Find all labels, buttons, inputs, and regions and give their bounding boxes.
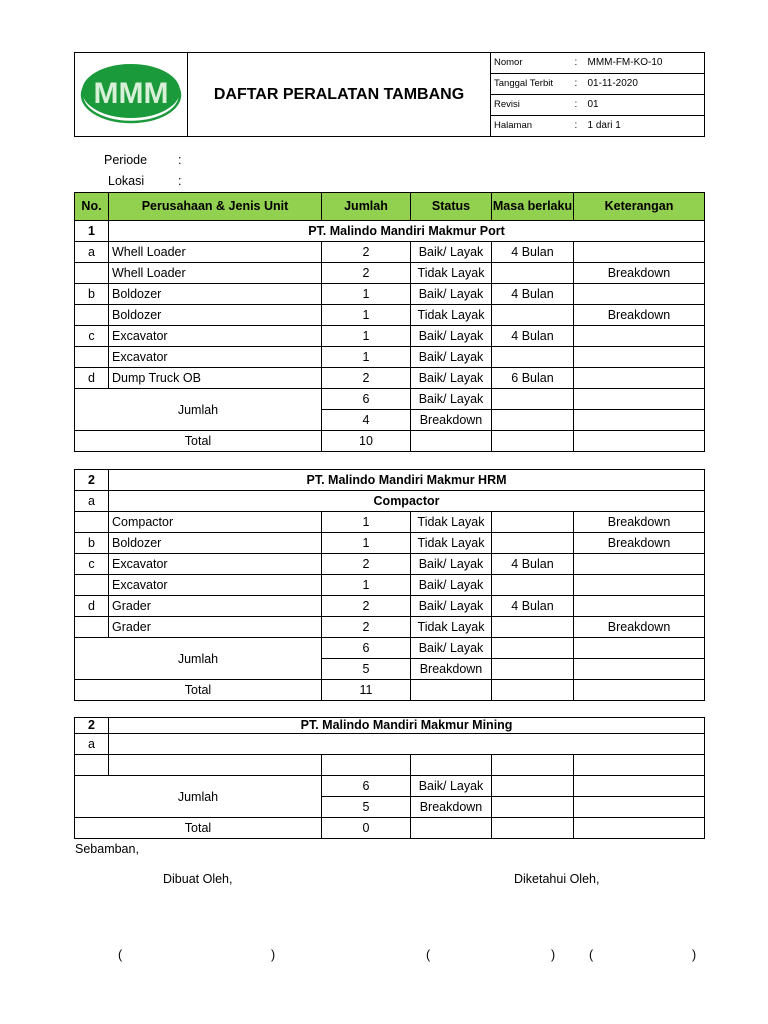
col-header-masa: Masa berlaku xyxy=(492,193,574,221)
meta-value-halaman: 1 dari 1 xyxy=(585,116,705,137)
total-value: 10 xyxy=(322,431,411,452)
unit-jumlah: 1 xyxy=(322,512,411,533)
status-baik: Baik/ Layak xyxy=(411,776,492,797)
summary-row xyxy=(75,389,705,410)
unit-keterangan xyxy=(574,368,705,389)
row-no: b xyxy=(75,284,109,305)
table-row xyxy=(75,575,705,596)
company-row xyxy=(75,221,705,242)
unit-jumlah: 1 xyxy=(322,305,411,326)
jumlah-label: Jumlah xyxy=(75,638,322,680)
row-no: c xyxy=(75,554,109,575)
signature-close-paren: ) xyxy=(271,948,276,962)
unit-jumlah: 1 xyxy=(322,575,411,596)
lokasi-colon: : xyxy=(178,174,182,188)
total-value: 11 xyxy=(322,680,411,701)
col-header-status: Status xyxy=(411,193,492,221)
table-row xyxy=(75,617,705,638)
row-no: d xyxy=(75,596,109,617)
unit-status: Tidak Layak xyxy=(411,305,492,326)
company-name: PT. Malindo Mandiri Makmur Port xyxy=(109,221,705,242)
unit-name: Excavator xyxy=(109,575,322,596)
unit-masa: 4 Bulan xyxy=(492,596,574,617)
total-value: 0 xyxy=(322,818,411,839)
col-header-jumlah: Jumlah xyxy=(322,193,411,221)
jumlah-breakdown: 4 xyxy=(322,410,411,431)
unit-keterangan: Breakdown xyxy=(574,617,705,638)
unit-jumlah: 2 xyxy=(322,617,411,638)
row-no xyxy=(75,617,109,638)
unit-keterangan xyxy=(574,326,705,347)
unit-jumlah: 2 xyxy=(322,242,411,263)
unit-jumlah: 1 xyxy=(322,284,411,305)
unit-status: Baik/ Layak xyxy=(411,242,492,263)
unit-jumlah: 2 xyxy=(322,263,411,284)
unit-jumlah: 2 xyxy=(322,596,411,617)
unit-name: Excavator xyxy=(109,347,322,368)
unit-keterangan: Breakdown xyxy=(574,512,705,533)
row-no: d xyxy=(75,368,109,389)
unit-jumlah: 1 xyxy=(322,326,411,347)
unit-name: Whell Loader xyxy=(109,242,322,263)
equipment-table-hrm xyxy=(74,469,705,701)
unit-keterangan xyxy=(574,575,705,596)
company-no: 2 xyxy=(75,470,109,491)
periode-colon: : xyxy=(178,153,182,167)
sub-group-no: a xyxy=(75,491,109,512)
signature-close-paren: ) xyxy=(692,948,697,962)
logo-text: MMM xyxy=(93,76,169,110)
unit-masa: 4 Bulan xyxy=(492,554,574,575)
meta-key-revisi: Revisi xyxy=(491,95,575,116)
unit-name: Dump Truck OB xyxy=(109,368,322,389)
summary-row xyxy=(75,776,705,797)
status-breakdown: Breakdown xyxy=(411,797,492,818)
col-header-no: No. xyxy=(75,193,109,221)
periode-label: Periode xyxy=(104,153,148,167)
total-row xyxy=(75,680,705,701)
sub-group-row xyxy=(75,491,705,512)
signature-close-paren: ) xyxy=(551,948,556,962)
row-no xyxy=(75,305,109,326)
unit-name: Boldozer xyxy=(109,284,322,305)
unit-jumlah: 2 xyxy=(322,368,411,389)
meta-value-nomor: MMM-FM-KO-10 xyxy=(585,53,705,74)
unit-name: Whell Loader xyxy=(109,263,322,284)
company-row xyxy=(75,470,705,491)
unit-keterangan: Breakdown xyxy=(574,533,705,554)
table-row xyxy=(75,263,705,284)
meta-colon: : xyxy=(575,53,585,74)
jumlah-breakdown: 5 xyxy=(322,659,411,680)
unit-masa xyxy=(492,533,574,554)
unit-masa: 4 Bulan xyxy=(492,242,574,263)
place-text: Sebamban, xyxy=(75,842,139,856)
unit-keterangan xyxy=(574,284,705,305)
unit-keterangan: Breakdown xyxy=(574,263,705,284)
company-no: 2 xyxy=(75,718,109,734)
unit-status: Tidak Layak xyxy=(411,617,492,638)
status-baik: Baik/ Layak xyxy=(411,638,492,659)
sub-group-row xyxy=(75,734,705,755)
table-row xyxy=(75,347,705,368)
unit-name: Excavator xyxy=(109,326,322,347)
unit-jumlah: 2 xyxy=(322,554,411,575)
signature-open-paren: ( xyxy=(426,948,431,962)
logo-cell xyxy=(75,53,188,137)
company-name: PT. Malindo Mandiri Makmur Mining xyxy=(109,718,705,734)
unit-masa xyxy=(492,305,574,326)
unit-status: Baik/ Layak xyxy=(411,326,492,347)
meta-key-halaman: Halaman xyxy=(491,116,575,137)
row-no: c xyxy=(75,326,109,347)
unit-status: Baik/ Layak xyxy=(411,284,492,305)
summary-row xyxy=(75,638,705,659)
col-header-keterangan: Keterangan xyxy=(574,193,705,221)
row-no xyxy=(75,347,109,368)
meta-key-tanggal: Tanggal Terbit xyxy=(491,74,575,95)
lokasi-label: Lokasi xyxy=(108,174,145,188)
jumlah-baik: 6 xyxy=(322,389,411,410)
row-no: b xyxy=(75,533,109,554)
unit-status: Baik/ Layak xyxy=(411,554,492,575)
status-baik: Baik/ Layak xyxy=(411,389,492,410)
unit-status: Baik/ Layak xyxy=(411,368,492,389)
row-no xyxy=(75,575,109,596)
jumlah-label: Jumlah xyxy=(75,776,322,818)
unit-name: Grader xyxy=(109,617,322,638)
company-row xyxy=(75,718,705,734)
total-label: Total xyxy=(75,680,322,701)
unit-name: Boldozer xyxy=(109,533,322,554)
signature-open-paren: ( xyxy=(118,948,123,962)
table-header-row xyxy=(75,193,705,221)
table-row xyxy=(75,326,705,347)
meta-colon: : xyxy=(575,116,585,137)
jumlah-baik: 6 xyxy=(322,638,411,659)
unit-masa xyxy=(492,263,574,284)
unit-masa: 6 Bulan xyxy=(492,368,574,389)
jumlah-breakdown: 5 xyxy=(322,797,411,818)
status-breakdown: Breakdown xyxy=(411,659,492,680)
meta-colon: : xyxy=(575,95,585,116)
unit-status: Tidak Layak xyxy=(411,263,492,284)
jumlah-label: Jumlah xyxy=(75,389,322,431)
unit-masa xyxy=(492,617,574,638)
unit-masa: 4 Bulan xyxy=(492,284,574,305)
meta-colon: : xyxy=(575,74,585,95)
unit-status: Tidak Layak xyxy=(411,512,492,533)
unit-name: Boldozer xyxy=(109,305,322,326)
unit-masa: 4 Bulan xyxy=(492,326,574,347)
unit-masa xyxy=(492,347,574,368)
unit-keterangan xyxy=(574,596,705,617)
signature-open-paren: ( xyxy=(589,948,594,962)
document-title: DAFTAR PERALATAN TAMBANG xyxy=(188,53,491,137)
meta-key-nomor: Nomor xyxy=(491,53,575,74)
total-row xyxy=(75,818,705,839)
company-name: PT. Malindo Mandiri Makmur HRM xyxy=(109,470,705,491)
document-header xyxy=(74,52,705,137)
empty-row xyxy=(75,755,705,776)
meta-value-tanggal: 01-11-2020 xyxy=(585,74,705,95)
unit-keterangan xyxy=(574,554,705,575)
unit-keterangan xyxy=(574,242,705,263)
jumlah-baik: 6 xyxy=(322,776,411,797)
row-no: a xyxy=(75,242,109,263)
table-row xyxy=(75,368,705,389)
table-row xyxy=(75,305,705,326)
col-header-unit: Perusahaan & Jenis Unit xyxy=(109,193,322,221)
unit-name: Grader xyxy=(109,596,322,617)
unit-masa xyxy=(492,512,574,533)
total-label: Total xyxy=(75,818,322,839)
unit-masa xyxy=(492,575,574,596)
equipment-table-port xyxy=(74,192,705,452)
company-logo xyxy=(79,59,183,125)
meta-value-revisi: 01 xyxy=(585,95,705,116)
unit-name: Compactor xyxy=(109,512,322,533)
row-no xyxy=(75,512,109,533)
total-label: Total xyxy=(75,431,322,452)
equipment-table-mining xyxy=(74,717,705,839)
table-row xyxy=(75,284,705,305)
sub-group-title: Compactor xyxy=(109,491,705,512)
row-no xyxy=(75,263,109,284)
unit-status: Baik/ Layak xyxy=(411,347,492,368)
company-no: 1 xyxy=(75,221,109,242)
table-row xyxy=(75,512,705,533)
unit-status: Baik/ Layak xyxy=(411,596,492,617)
unit-keterangan xyxy=(574,347,705,368)
table-row xyxy=(75,596,705,617)
table-row xyxy=(75,242,705,263)
unit-jumlah: 1 xyxy=(322,533,411,554)
diketahui-oleh-label: Diketahui Oleh, xyxy=(514,872,600,886)
unit-name: Excavator xyxy=(109,554,322,575)
dibuat-oleh-label: Dibuat Oleh, xyxy=(163,872,233,886)
status-breakdown: Breakdown xyxy=(411,410,492,431)
unit-status: Baik/ Layak xyxy=(411,575,492,596)
unit-jumlah: 1 xyxy=(322,347,411,368)
table-row xyxy=(75,533,705,554)
sub-group-no: a xyxy=(75,734,109,755)
table-row xyxy=(75,554,705,575)
unit-keterangan: Breakdown xyxy=(574,305,705,326)
total-row xyxy=(75,431,705,452)
unit-status: Tidak Layak xyxy=(411,533,492,554)
